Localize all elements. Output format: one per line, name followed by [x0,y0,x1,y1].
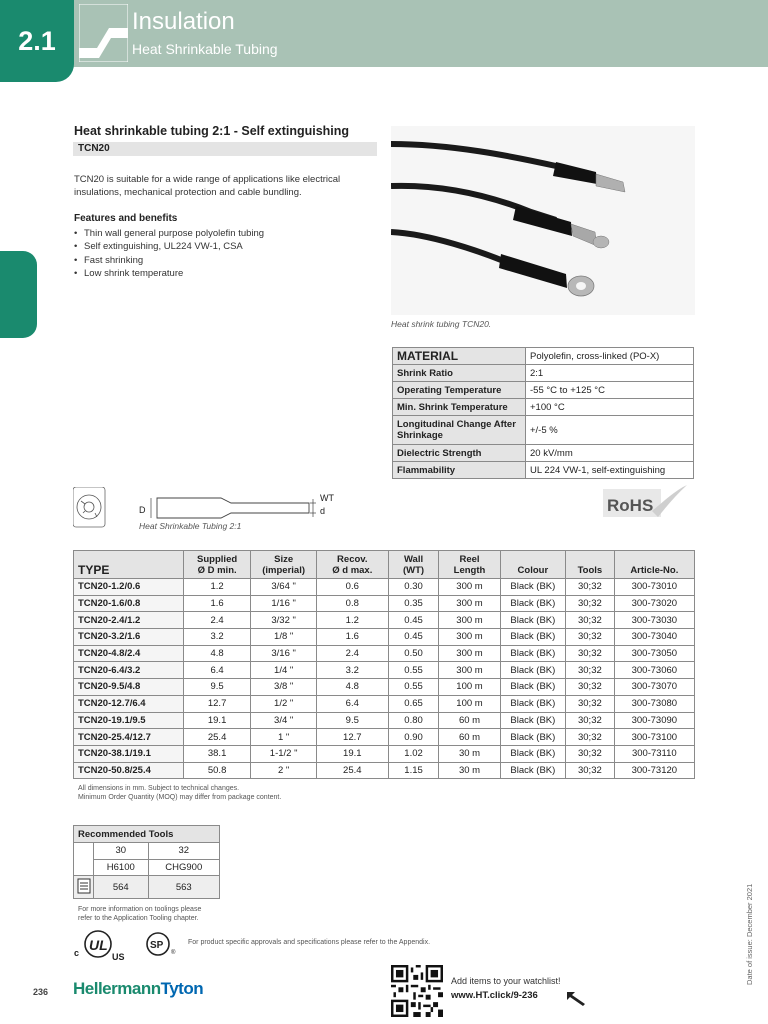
table-row [74,695,695,712]
certification-text: For product specific approvals and specifications please refer to the Appendix. [188,939,431,946]
table-cell: Black (BK) [500,579,565,596]
table-cell: 0.30 [388,579,439,596]
col-header-recovered: Recov. Ø d max. [316,551,388,579]
table-cell: Black (BK) [500,629,565,646]
spec-value: +/-5 % [526,416,694,445]
page-title: Insulation [132,8,235,35]
svg-text:SP: SP [150,940,164,951]
table-row [74,645,695,662]
table-cell: Black (BK) [500,595,565,612]
spec-row [393,399,694,416]
type-cell: TCN20-19.1/9.5 [74,712,184,729]
table-cell: 1/8 " [251,629,316,646]
table-cell: 3/32 " [251,612,316,629]
watchlist-link[interactable]: www.HT.click/9-236 [451,990,538,1001]
table-cell: 25.4 [183,729,251,746]
tools-heading: Recommended Tools [74,826,220,843]
spec-value: +100 °C [526,399,694,416]
table-cell: 300-73100 [614,729,694,746]
product-table [73,550,695,779]
col-header-wall: Wall (WT) [388,551,439,579]
feature-item: • Thin wall general purpose polyolefin tubing [74,227,264,240]
table-row [74,579,695,596]
table-cell: 6.4 [316,695,388,712]
table-cell: 1.2 [183,579,251,596]
table-footnote: All dimensions in mm. Subject to technical changes. Minimum Order Quantity (MOQ) may differ from package content. [78,785,282,801]
table-cell: 25.4 [316,762,388,779]
table-row [74,762,695,779]
table-cell: 0.55 [388,662,439,679]
table-cell: 60 m [439,729,500,746]
page-number: 236 [33,987,49,997]
table-cell: 30;32 [566,579,615,596]
table-row [74,595,695,612]
type-cell: TCN20-9.5/4.8 [74,679,184,696]
table-cell: 4.8 [316,679,388,696]
tools-note: For more information on toolings please refer to the Application Tooling chapter. [78,906,202,922]
table-cell: 12.7 [183,695,251,712]
table-cell: 300-73090 [614,712,694,729]
table-cell: 300-73120 [614,762,694,779]
table-cell: 30 m [439,745,500,762]
table-cell: 30;32 [566,712,615,729]
table-cell: 30;32 [566,629,615,646]
table-cell: 30 m [439,762,500,779]
table-cell: 100 m [439,695,500,712]
table-cell: 4.8 [183,645,251,662]
issue-date: Date of issue: December 2021 [745,883,754,985]
col-header-supplied: Supplied Ø D min. [183,551,251,579]
table-cell: 1/2 " [251,695,316,712]
table-cell: 300 m [439,629,500,646]
col-header-colour: Colour [500,551,565,579]
type-cell: TCN20-38.1/19.1 [74,745,184,762]
svg-text:US: US [112,952,125,962]
table-cell: 19.1 [183,712,251,729]
type-cell: TCN20-50.8/25.4 [74,762,184,779]
table-cell: 6.4 [183,662,251,679]
table-cell: 1.15 [388,762,439,779]
table-cell: 0.45 [388,612,439,629]
table-cell: 3.2 [316,662,388,679]
table-cell: 3/16 " [251,645,316,662]
spec-label: Min. Shrink Temperature [393,399,526,416]
table-cell: 300-73110 [614,745,694,762]
spec-row [393,416,694,445]
table-cell: 1.2 [316,612,388,629]
table-cell: 300 m [439,579,500,596]
table-cell: 300-73080 [614,695,694,712]
col-header-type: TYPE [74,551,184,579]
spec-row [393,365,694,382]
qr-code[interactable] [391,965,443,1017]
feature-item: • Low shrink temperature [74,267,264,280]
tubing-chapter-icon [79,4,128,62]
table-cell: 30;32 [566,745,615,762]
table-cell: 1-1/2 " [251,745,316,762]
tool-article: 563 [148,876,219,899]
table-cell: 300 m [439,612,500,629]
spec-value: -55 °C to +125 °C [526,382,694,399]
tool-number: 30 [94,843,149,860]
table-cell: 0.90 [388,729,439,746]
svg-text:UL: UL [89,937,108,953]
spec-value: 2:1 [526,365,694,382]
table-cell: 38.1 [183,745,251,762]
table-cell: 50.8 [183,762,251,779]
table-row [74,679,695,696]
table-cell: 60 m [439,712,500,729]
certification-logos [70,930,180,962]
spec-label: Operating Temperature [393,382,526,399]
table-cell: 2.4 [316,645,388,662]
table-row [74,745,695,762]
table-cell: 300-73050 [614,645,694,662]
type-cell: TCN20-1.6/0.8 [74,595,184,612]
table-cell: 1/4 " [251,662,316,679]
spec-row [393,445,694,462]
table-cell: Black (BK) [500,612,565,629]
table-cell: 300-73070 [614,679,694,696]
table-cell: 19.1 [316,745,388,762]
table-cell: 3.2 [183,629,251,646]
col-header-reel: Reel Length [439,551,500,579]
chapter-number: 2.1 [0,0,74,82]
table-cell: Black (BK) [500,762,565,779]
type-cell: TCN20-3.2/1.6 [74,629,184,646]
table-cell: 1/16 " [251,595,316,612]
table-cell: 300 m [439,645,500,662]
tool-name: H6100 [94,859,149,876]
table-cell: Black (BK) [500,745,565,762]
col-header-article: Article-No. [614,551,694,579]
type-cell: TCN20-1.2/0.6 [74,579,184,596]
table-cell: 0.50 [388,645,439,662]
table-cell: 0.55 [388,679,439,696]
table-cell: 30;32 [566,679,615,696]
spec-row [393,462,694,479]
table-cell: 3/64 " [251,579,316,596]
table-row [74,712,695,729]
svg-text:c: c [74,948,80,958]
table-cell: 1.6 [183,595,251,612]
table-cell: Black (BK) [500,662,565,679]
spec-value: UL 224 VW-1, self-extinguishing [526,462,694,479]
product-photo [391,126,695,315]
table-cell: 0.8 [316,595,388,612]
article-list-icon [74,876,94,899]
hellermanntyton-logo: HellermannTyton [73,979,204,998]
table-cell: 30;32 [566,662,615,679]
table-cell: 1.02 [388,745,439,762]
table-cell: 0.45 [388,629,439,646]
table-row [74,612,695,629]
tool-article: 564 [94,876,149,899]
table-cell: 30;32 [566,762,615,779]
table-cell: 0.35 [388,595,439,612]
feature-item: • Fast shrinking [74,254,264,267]
table-cell: 30;32 [566,729,615,746]
col-header-size: Size (imperial) [251,551,316,579]
table-cell: 12.7 [316,729,388,746]
table-cell: Black (BK) [500,712,565,729]
type-cell: TCN20-2.4/1.2 [74,612,184,629]
table-cell: 30;32 [566,612,615,629]
table-cell: 2 " [251,762,316,779]
table-cell: 1 " [251,729,316,746]
product-title: Heat shrinkable tubing 2:1 - Self extinguishing [74,124,350,138]
table-cell: Black (BK) [500,729,565,746]
table-cell: 2.4 [183,612,251,629]
spec-label: Flammability [393,462,526,479]
spec-value: Polyolefin, cross-linked (PO-X) [526,348,694,365]
spec-label: MATERIAL [393,348,526,365]
table-cell: 3/4 " [251,712,316,729]
table-cell: 100 m [439,679,500,696]
table-cell: 3/8 " [251,679,316,696]
recommended-tools-table [73,825,220,899]
spec-value: 20 kV/mm [526,445,694,462]
spec-row [393,382,694,399]
type-cell: TCN20-4.8/2.4 [74,645,184,662]
watchlist-text: Add items to your watchlist! [451,976,561,986]
type-cell: TCN20-6.4/3.2 [74,662,184,679]
rohs-logo [602,483,688,521]
section-side-tab [0,251,37,338]
product-intro: TCN20 is suitable for a wide range of applications like electrical insulations, mechanical protection and cable bundling. [74,174,341,198]
table-cell: 0.6 [316,579,388,596]
photo-caption: Heat shrink tubing TCN20. [391,319,492,329]
col-header-tools: Tools [566,551,615,579]
table-header-row [74,551,695,579]
spec-row [393,348,694,365]
table-row [74,629,695,646]
page-subtitle: Heat Shrinkable Tubing [132,41,278,57]
spec-label: Dielectric Strength [393,445,526,462]
diagram-label-WT: WT [320,493,334,503]
features-heading: Features and benefits [74,213,178,224]
svg-text:®: ® [171,950,176,956]
tool-name: CHG900 [148,859,219,876]
type-cell: TCN20-12.7/6.4 [74,695,184,712]
table-cell: 30;32 [566,645,615,662]
spec-label: Longitudinal Change After Shrinkage [393,416,526,445]
table-cell: Black (BK) [500,645,565,662]
table-cell: Black (BK) [500,679,565,696]
tool-number: 32 [148,843,219,860]
table-cell: 0.65 [388,695,439,712]
spec-table [392,347,694,479]
table-cell: 300 m [439,595,500,612]
type-cell: TCN20-25.4/12.7 [74,729,184,746]
spec-label: Shrink Ratio [393,365,526,382]
table-cell: 1.6 [316,629,388,646]
table-cell: 0.80 [388,712,439,729]
table-cell: 30;32 [566,595,615,612]
diagram-caption: Heat Shrinkable Tubing 2:1 [139,521,242,531]
table-row [74,662,695,679]
table-cell: 300-73040 [614,629,694,646]
table-cell: 30;32 [566,695,615,712]
cursor-arrow-icon [565,989,589,1007]
table-cell: 300 m [439,662,500,679]
table-row [74,729,695,746]
product-code: TCN20 [73,142,377,156]
table-cell: 300-73030 [614,612,694,629]
table-cell: 300-73010 [614,579,694,596]
table-cell: 9.5 [183,679,251,696]
table-cell: Black (BK) [500,695,565,712]
svg-text:RoHS: RoHS [607,496,654,515]
table-cell: 300-73020 [614,595,694,612]
feature-item: • Self extinguishing, UL224 VW-1, CSA [74,240,264,253]
table-cell: 9.5 [316,712,388,729]
table-cell: 300-73060 [614,662,694,679]
features-list [74,227,264,281]
diagram-label-d: d [320,506,326,516]
diagram-label-D: D [139,505,146,515]
